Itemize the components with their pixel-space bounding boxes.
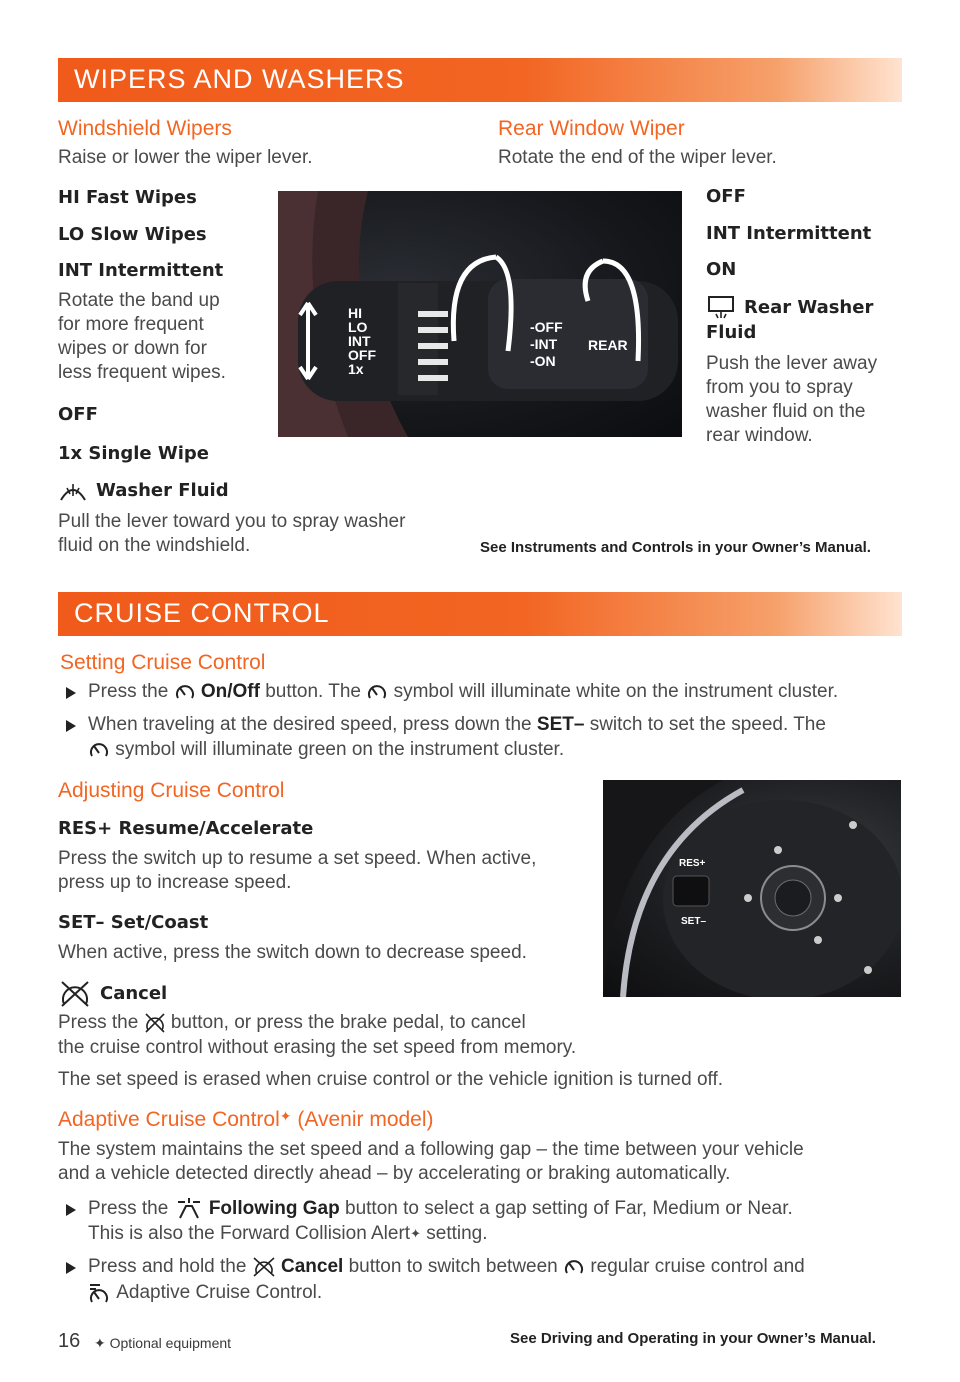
optional-mark: ✦	[279, 1108, 292, 1124]
rear-washer-icon	[706, 294, 736, 324]
steering-wheel-photo	[603, 780, 901, 997]
wipers-banner	[58, 58, 902, 102]
set-label: SET–	[536, 714, 585, 735]
setting-b2-line2: symbol will illuminate green on the instrument cluster.	[115, 739, 565, 760]
rear-wiper-title: Rear Window Wiper	[498, 117, 685, 140]
set-coast-label: SET– Set/Coast	[58, 912, 209, 933]
rear-push-desc-2: from you to spray	[706, 377, 853, 398]
setting-b1-pre: Press the	[88, 681, 169, 702]
photo-label-set: SET–	[681, 916, 707, 927]
wiper-int-label: INT Intermittent	[58, 260, 224, 281]
bullet-icon	[66, 720, 76, 732]
windshield-wipers-desc: Raise or lower the wiper lever.	[58, 147, 313, 168]
adaptive-b2-post: regular cruise control and	[590, 1256, 805, 1277]
washer-fluid-icon	[58, 478, 88, 508]
res-label: RES+ Resume/Accelerate	[58, 818, 314, 839]
setting-bullet-2-line2	[88, 738, 564, 762]
rear-on-label: ON	[706, 259, 737, 280]
wiper-off-label: OFF	[58, 404, 98, 425]
cancel-desc-pre: Press the	[58, 1012, 139, 1033]
adaptive-b2-mid: button to switch between	[348, 1256, 558, 1277]
washer-fluid-desc-1: Pull the lever toward you to spray washer	[58, 511, 406, 532]
photo-label-int: INT	[348, 333, 371, 349]
cruise-see-manual: See Driving and Operating in your Owner’s Manual.	[510, 1330, 876, 1347]
washer-fluid-label: Washer Fluid	[96, 480, 229, 501]
page-number: 16	[58, 1330, 81, 1352]
cancel-icon	[144, 1013, 166, 1033]
adaptive-cruise-icon	[88, 1282, 112, 1304]
adaptive-desc-1: The system maintains the set speed and a following gap – the time between your vehicle	[58, 1139, 804, 1160]
photo-label-rear: REAR	[588, 337, 628, 353]
on-off-label: On/Off	[200, 681, 260, 702]
setting-b1-mid: button. The	[265, 681, 361, 702]
rear-push-desc-3: washer fluid on the	[706, 401, 866, 422]
adaptive-bullet-2	[88, 1255, 805, 1279]
wipers-heading: WIPERS AND WASHERS	[74, 64, 405, 94]
cruise-icon	[563, 1257, 585, 1277]
bullet-icon	[66, 1204, 76, 1216]
wiper-hi-label: HI Fast Wipes	[58, 187, 197, 208]
rear-push-desc-4: rear window.	[706, 425, 813, 446]
wiper-int-desc-2: for more frequent	[58, 314, 204, 335]
adaptive-b1-pre: Press the	[88, 1198, 169, 1219]
cruise-banner	[58, 592, 902, 636]
photo-label-off: OFF	[348, 347, 376, 363]
rear-off-label: OFF	[706, 186, 746, 207]
wiper-lever-photo	[278, 191, 682, 437]
optional-mark: ✦	[94, 1335, 106, 1351]
cancel-bold-label: Cancel	[281, 1256, 344, 1277]
setting-cruise-title: Setting Cruise Control	[60, 651, 266, 674]
res-desc-1: Press the switch up to resume a set speed. When active,	[58, 848, 537, 869]
rear-int-label: INT Intermittent	[706, 223, 872, 244]
setting-b2-pre: When traveling at the desired speed, press down the	[88, 714, 532, 735]
cruise-icon	[88, 740, 110, 760]
wiper-single-label: 1x Single Wipe	[58, 443, 209, 464]
photo-label-r-int: -INT	[530, 336, 558, 352]
wipers-see-manual: See Instruments and Controls in your Owner’s Manual.	[480, 539, 871, 556]
rear-wiper-desc: Rotate the end of the wiper lever.	[498, 147, 777, 168]
optional-text: Optional equipment	[109, 1335, 232, 1351]
rear-washer-label-1: Rear Washer	[744, 297, 874, 318]
bullet-icon	[66, 687, 76, 699]
optional-mark: ✦	[410, 1226, 421, 1241]
wiper-int-desc-1: Rotate the band up	[58, 290, 220, 311]
cruise-heading: CRUISE CONTROL	[74, 598, 330, 628]
cancel-desc-2: the cruise control without erasing the set speed from memory.	[58, 1037, 577, 1058]
setting-b2-post: switch to set the speed. The	[589, 714, 826, 735]
photo-label-1x: 1x	[348, 361, 364, 377]
photo-label-r-off: -OFF	[530, 319, 563, 335]
setting-b1-post: symbol will illuminate white on the instrument cluster.	[393, 681, 839, 702]
adaptive-cruise-title	[58, 1108, 434, 1132]
cancel-icon	[252, 1257, 276, 1277]
adaptive-bullet-2-line2	[88, 1281, 322, 1305]
adaptive-b1-line2-post: setting.	[420, 1223, 488, 1244]
adaptive-b2-pre: Press and hold the	[88, 1256, 247, 1277]
adaptive-b1-line2-pre: This is also the Forward Collision Alert	[88, 1223, 411, 1244]
following-gap-label: Following Gap	[208, 1198, 340, 1219]
cancel-desc-1	[58, 1011, 526, 1035]
setting-bullet-1	[88, 680, 838, 704]
cancel-label: Cancel	[100, 983, 168, 1004]
adaptive-b1-post: button to select a gap setting of Far, Medium or Near.	[345, 1198, 793, 1219]
res-desc-2: press up to increase speed.	[58, 872, 292, 893]
cruise-icon	[366, 682, 388, 702]
adaptive-title-pre: Adaptive Cruise Control	[58, 1108, 280, 1131]
photo-label-lo: LO	[348, 319, 368, 335]
photo-label-res: RES+	[679, 858, 706, 869]
rear-push-desc-1: Push the lever away	[706, 353, 878, 374]
adaptive-bullet-1	[88, 1197, 793, 1221]
cancel-icon	[58, 980, 92, 1012]
optional-equipment-note	[94, 1335, 231, 1352]
adjusting-cruise-title: Adjusting Cruise Control	[58, 779, 285, 802]
windshield-wipers-title: Windshield Wipers	[58, 117, 232, 140]
setting-bullet-2	[88, 713, 826, 737]
photo-label-r-on: -ON	[530, 353, 556, 369]
following-gap-icon	[174, 1198, 204, 1220]
adaptive-b2-line2: Adaptive Cruise Control.	[116, 1282, 323, 1303]
wiper-int-desc-4: less frequent wipes.	[58, 362, 226, 383]
rear-washer-label-2: Fluid	[706, 322, 757, 343]
washer-fluid-desc-2: fluid on the windshield.	[58, 535, 251, 556]
erased-desc: The set speed is erased when cruise control or the vehicle ignition is turned off.	[58, 1069, 724, 1090]
wiper-lo-label: LO Slow Wipes	[58, 224, 207, 245]
set-coast-desc: When active, press the switch down to decrease speed.	[58, 942, 527, 963]
cruise-icon	[174, 682, 196, 702]
photo-label-hi: HI	[348, 305, 362, 321]
wiper-int-desc-3: wipes or down for	[58, 338, 207, 359]
adaptive-title-post: (Avenir model)	[291, 1108, 434, 1131]
adaptive-desc-2: and a vehicle detected directly ahead – by accelerating or braking automatically.	[58, 1163, 731, 1184]
adaptive-bullet-1-line2	[88, 1222, 488, 1246]
bullet-icon	[66, 1262, 76, 1274]
cancel-desc-post: button, or press the brake pedal, to cancel	[170, 1012, 526, 1033]
